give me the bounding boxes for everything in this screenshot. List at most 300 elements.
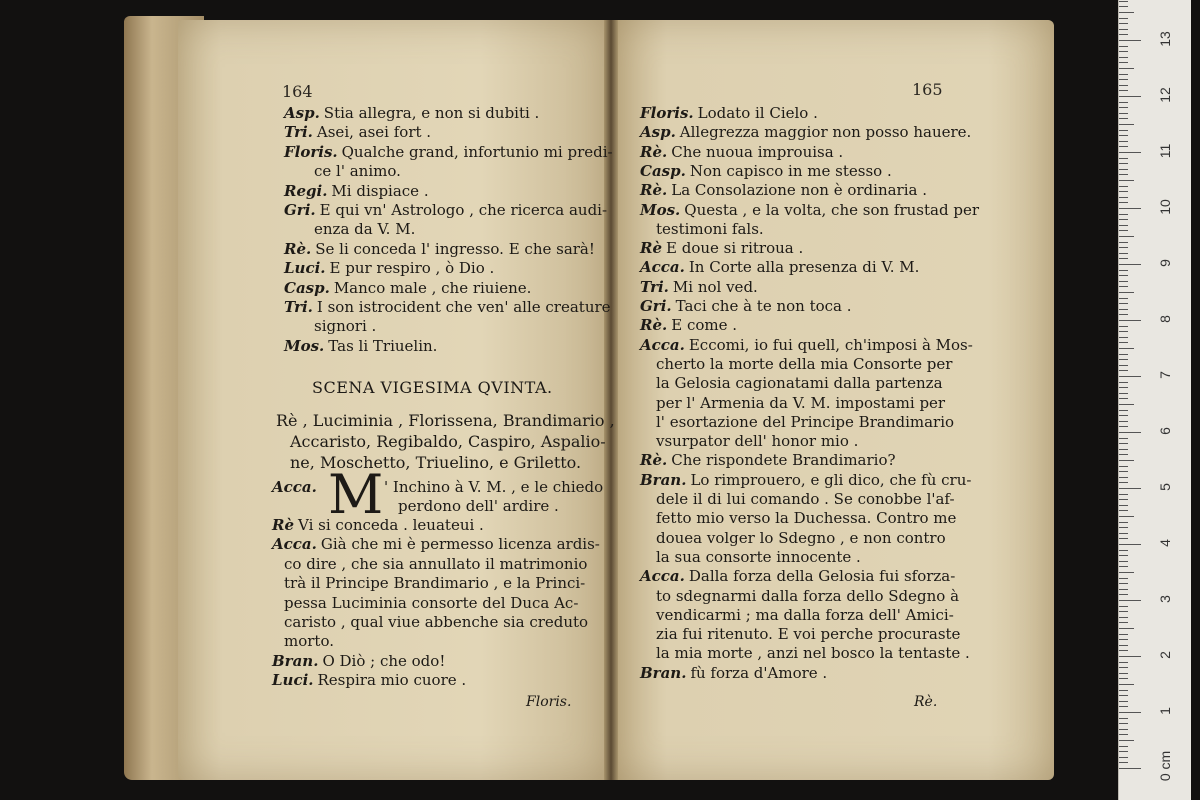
- ruler-tick: [1119, 639, 1128, 640]
- ruler-tick: [1119, 202, 1128, 203]
- line-text: co dire , che sia annullato il matrimonio: [284, 554, 588, 573]
- ruler-tick: [1119, 594, 1128, 595]
- ruler-tick: [1119, 158, 1128, 159]
- cast-line: Accaristo, Regibaldo, Caspiro, Aspalio-: [290, 432, 606, 451]
- ruler-tick: [1119, 348, 1134, 349]
- line-text: Vi si conceda . leuateui .: [298, 516, 484, 534]
- ruler-tick: [1119, 684, 1134, 685]
- line-text: ce l' animo.: [314, 162, 401, 181]
- speaker-label: Luci.: [272, 671, 314, 690]
- ruler-tick: [1119, 673, 1128, 674]
- ruler-tick: [1119, 387, 1128, 388]
- text-line: [640, 143, 843, 161]
- speaker-label: Tri.: [284, 298, 313, 316]
- ruler-tick: [1119, 197, 1128, 198]
- ruler-tick: [1119, 6, 1128, 7]
- ruler-number: 13: [1157, 31, 1173, 47]
- text-line: [284, 298, 611, 316]
- text-line: [656, 644, 970, 662]
- ruler-tick: [1119, 107, 1128, 108]
- text-line: [284, 594, 578, 612]
- ruler-tick: [1119, 678, 1128, 679]
- acca-speaker: Acca.: [272, 478, 317, 496]
- ruler-tick: [1119, 723, 1128, 724]
- ruler-tick: [1119, 118, 1128, 119]
- ruler-tick: [1119, 163, 1128, 164]
- speaker-label: Luci.: [284, 259, 326, 278]
- ruler-tick: [1119, 40, 1141, 41]
- text-line: [656, 490, 955, 508]
- ruler-tick: [1119, 505, 1128, 506]
- line-text: E doue si ritroua .: [666, 239, 804, 258]
- ruler-tick: [1119, 169, 1128, 170]
- ruler-tick: [1119, 628, 1134, 629]
- line-text: Lo rimprouero, e gli dico, che fù cru-: [690, 470, 972, 489]
- left-page-number: 164: [282, 82, 313, 101]
- line-text: douea volger lo Sdegno , e non contro: [656, 528, 946, 547]
- ruler-tick: [1119, 208, 1141, 209]
- speaker-label: Asp.: [640, 123, 676, 142]
- ruler-number: 11: [1157, 143, 1173, 159]
- text-line: [284, 279, 531, 297]
- ruler-number: 7: [1157, 371, 1173, 379]
- line-text: l' esortazione del Principe Brandimario: [656, 412, 955, 431]
- line-text: Respira mio cuore .: [317, 671, 467, 690]
- ruler-tick: [1119, 566, 1128, 567]
- ruler-tick: [1119, 46, 1128, 47]
- ruler-number: 1: [1157, 707, 1173, 715]
- line-text: Che nuoua improuisa .: [671, 142, 844, 161]
- text-line: [640, 181, 927, 199]
- ruler-tick: [1119, 499, 1128, 500]
- text-line: [284, 201, 607, 219]
- left-catchword: Floris.: [526, 694, 572, 710]
- ruler-tick: [1119, 51, 1128, 52]
- cast-line: Rè , Luciminia , Florissena, Brandimario ,: [276, 411, 615, 430]
- ruler-tick: [1119, 645, 1128, 646]
- ruler-tick: [1119, 488, 1141, 489]
- text-line: [284, 104, 539, 122]
- speaker-label: Tri.: [284, 123, 313, 142]
- ruler-tick: [1119, 29, 1128, 30]
- ruler-unit-label: 0 cm: [1157, 750, 1173, 782]
- ruler-tick: [1119, 281, 1128, 282]
- ruler-tick: [1119, 74, 1128, 75]
- speaker-label: Acca.: [640, 258, 685, 277]
- line-text: Che rispondete Brandimario?: [671, 451, 896, 470]
- speaker-label: Rè: [272, 516, 295, 534]
- ruler-tick: [1119, 23, 1128, 24]
- line-text: E qui vn' Astrologo , che ricerca audi-: [319, 201, 608, 219]
- speaker-label: Rè: [640, 239, 663, 258]
- line-text: La Consolazione non è ordinaria .: [671, 181, 927, 200]
- ruler-tick: [1119, 606, 1128, 607]
- ruler-tick: [1119, 370, 1128, 371]
- ruler-tick: [1119, 365, 1128, 366]
- line-text: Se li conceda l' ingresso. E che sarà!: [315, 239, 595, 258]
- ruler-tick: [1119, 482, 1128, 483]
- ruler-tick: [1119, 410, 1128, 411]
- ruler-tick: [1119, 96, 1141, 97]
- text-line: [640, 104, 818, 122]
- ruler-tick: [1119, 404, 1134, 405]
- line-text: fetto mio verso la Duchessa. Contro me: [656, 509, 957, 528]
- speaker-label: Acca.: [640, 335, 685, 354]
- ruler-tick: [1119, 589, 1128, 590]
- line-text: Già che mi è permesso licenza ardis-: [320, 535, 600, 554]
- ruler-tick: [1119, 578, 1128, 579]
- ruler-tick: [1119, 656, 1141, 657]
- text-line: [284, 555, 587, 573]
- ruler-tick: [1119, 258, 1128, 259]
- ruler-tick: [1119, 449, 1128, 450]
- ruler-number: 8: [1157, 315, 1173, 323]
- speaker-label: Gri.: [640, 297, 672, 315]
- ruler-tick: [1119, 454, 1128, 455]
- ruler-tick: [1119, 230, 1128, 231]
- text-line: [640, 201, 979, 219]
- text-line: [314, 317, 376, 335]
- text-line: [640, 123, 971, 141]
- ruler-tick: [1119, 146, 1128, 147]
- text-line: [656, 548, 861, 566]
- ruler-tick: [1119, 359, 1128, 360]
- ruler-number: 10: [1157, 199, 1173, 215]
- text-line: [284, 574, 585, 592]
- ruler-tick: [1119, 292, 1134, 293]
- ruler-number: 5: [1157, 483, 1173, 491]
- ruler-tick: [1119, 740, 1134, 741]
- ruler-tick: [1119, 701, 1128, 702]
- line-text: O Diò ; che odo!: [322, 651, 446, 670]
- text-line: [640, 278, 758, 296]
- line-text: Manco male , che riuiene.: [333, 278, 532, 297]
- text-line: [284, 240, 595, 258]
- speaker-label: Floris.: [284, 142, 338, 161]
- ruler-tick: [1119, 471, 1128, 472]
- ruler-tick: [1119, 622, 1128, 623]
- ruler-tick: [1119, 533, 1128, 534]
- ruler-tick: [1119, 102, 1128, 103]
- line-text: testimoni fals.: [656, 219, 764, 238]
- ruler-tick: [1119, 494, 1128, 495]
- right-catchword: Rè.: [914, 694, 938, 710]
- ruler-tick: [1119, 186, 1128, 187]
- ruler-tick: [1119, 191, 1128, 192]
- ruler-tick: [1119, 264, 1141, 265]
- ruler-number: 6: [1157, 427, 1173, 435]
- ruler-tick: [1119, 443, 1128, 444]
- ruler-tick: [1119, 141, 1128, 142]
- ruler-tick: [1119, 762, 1128, 763]
- text-line: [640, 297, 852, 315]
- speaker-label: Regi.: [284, 181, 328, 200]
- line-text: Non capisco in me stesso .: [689, 161, 892, 180]
- cast-line: ne, Moschetto, Triuelino, e Griletto.: [290, 453, 582, 472]
- ruler-tick: [1119, 746, 1128, 747]
- ruler-tick: [1119, 219, 1128, 220]
- ruler-tick: [1119, 12, 1134, 13]
- ruler-tick: [1119, 174, 1128, 175]
- line-text: cherto la morte della mia Consorte per: [656, 354, 953, 373]
- ruler-tick: [1119, 337, 1128, 338]
- ruler-tick: [1119, 286, 1128, 287]
- ruler-tick: [1119, 152, 1141, 153]
- ruler-tick: [1119, 236, 1134, 237]
- line-text: dele il di lui comando . Se conobbe l'af-: [656, 490, 955, 508]
- line-text: I son istrocident che ven' alle creature: [316, 298, 611, 316]
- ruler-tick: [1119, 600, 1141, 601]
- ruler-tick: [1119, 130, 1128, 131]
- line-text: fù forza d'Amore .: [690, 663, 828, 682]
- ruler-tick: [1119, 544, 1141, 545]
- ruler-number: 2: [1157, 651, 1173, 659]
- line-text: per l' Armenia da V. M. impostami per: [656, 393, 946, 412]
- ruler-tick: [1119, 398, 1128, 399]
- ruler-tick: [1119, 85, 1128, 86]
- ruler-tick: [1119, 342, 1128, 343]
- text-line: [656, 432, 858, 450]
- text-line: [284, 143, 613, 161]
- ruler-tick: [1119, 382, 1128, 383]
- ruler-tick: [1119, 572, 1134, 573]
- measuring-ruler: [1118, 0, 1191, 800]
- ruler-tick: [1119, 421, 1128, 422]
- text-line: [314, 162, 401, 180]
- ruler-tick: [1119, 415, 1128, 416]
- line-text: In Corte alla presenza di V. M.: [688, 258, 920, 277]
- ruler-tick: [1119, 180, 1134, 181]
- speaker-label: Acca.: [272, 535, 317, 554]
- text-line: [640, 336, 973, 354]
- ruler-tick: [1119, 650, 1128, 651]
- ruler-tick: [1119, 90, 1128, 91]
- text-line: [656, 355, 952, 373]
- acca-line: ' Inchino à V. M. , e le chiedo: [384, 478, 604, 496]
- text-line: [656, 413, 954, 431]
- ruler-tick: [1119, 729, 1128, 730]
- text-line: [656, 606, 954, 624]
- speaker-label: Bran.: [640, 663, 687, 682]
- line-text: la Gelosia cagionatami dalla partenza: [656, 374, 943, 393]
- text-line: [640, 451, 896, 469]
- ruler-tick: [1119, 690, 1128, 691]
- speaker-label: Asp.: [284, 104, 320, 122]
- ruler-tick: [1119, 393, 1128, 394]
- ruler-tick: [1119, 662, 1128, 663]
- acca-line: perdono dell' ardire .: [398, 497, 559, 515]
- speaker-label: Casp.: [284, 278, 330, 297]
- speaker-label: Tri.: [640, 277, 669, 296]
- speaker-label: Rè.: [640, 316, 668, 335]
- text-line: [656, 394, 945, 412]
- line-text: la mia morte , anzi nel bosco la tentaste .: [656, 644, 970, 663]
- ruler-tick: [1119, 550, 1128, 551]
- line-text: Mi dispiace .: [331, 181, 429, 200]
- line-text: zia fui ritenuto. E voi perche procuraste: [656, 625, 961, 644]
- line-text: Stia allegra, e non si dubiti .: [323, 104, 540, 122]
- ruler-number: 4: [1157, 539, 1173, 547]
- text-line: [640, 567, 955, 585]
- text-line: [272, 671, 466, 689]
- ruler-tick: [1119, 460, 1134, 461]
- ruler-tick: [1119, 331, 1128, 332]
- ruler-tick: [1119, 247, 1128, 248]
- ruler-tick: [1119, 309, 1128, 310]
- text-line: [272, 535, 600, 553]
- line-text: pessa Luciminia consorte del Duca Ac-: [284, 593, 579, 612]
- ruler-tick: [1119, 79, 1128, 80]
- ruler-tick: [1119, 57, 1128, 58]
- speaker-label: Gri.: [284, 201, 316, 219]
- text-line: [284, 337, 437, 355]
- ruler-tick: [1119, 376, 1141, 377]
- speaker-label: Acca.: [640, 567, 685, 586]
- ruler-tick: [1119, 522, 1128, 523]
- book-gutter: [604, 20, 618, 780]
- line-text: vsurpator dell' honor mio .: [656, 432, 859, 451]
- text-line: [640, 471, 971, 489]
- ruler-tick: [1119, 275, 1128, 276]
- text-line: [284, 182, 429, 200]
- text-line: [640, 664, 827, 682]
- ruler-tick: [1119, 1, 1128, 2]
- ruler-number: 3: [1157, 595, 1173, 603]
- text-line: [656, 220, 764, 238]
- ruler-tick: [1119, 466, 1128, 467]
- scene-title: SCENA VIGESIMA QVINTA.: [312, 378, 553, 397]
- ruler-tick: [1119, 583, 1128, 584]
- text-line: [272, 652, 445, 670]
- line-text: Allegrezza maggior non posso hauere.: [679, 123, 972, 142]
- text-line: [640, 258, 919, 276]
- text-line: [656, 374, 943, 392]
- ruler-tick: [1119, 477, 1128, 478]
- ruler-tick: [1119, 768, 1141, 769]
- speaker-label: Mos.: [284, 336, 325, 355]
- line-text: Tas li Triuelin.: [328, 336, 438, 355]
- ruler-tick: [1119, 617, 1128, 618]
- text-line: [272, 516, 484, 534]
- line-text: signori .: [314, 317, 377, 336]
- ruler-tick: [1119, 214, 1128, 215]
- ruler-tick: [1119, 314, 1128, 315]
- ruler-tick: [1119, 712, 1141, 713]
- ruler-tick: [1119, 124, 1134, 125]
- line-text: Mi nol ved.: [672, 277, 758, 296]
- ruler-tick: [1119, 320, 1141, 321]
- ruler-tick: [1119, 426, 1128, 427]
- ruler-tick: [1119, 695, 1128, 696]
- text-line: [314, 220, 415, 238]
- ruler-tick: [1119, 438, 1128, 439]
- ruler-tick: [1119, 516, 1134, 517]
- text-line: [640, 239, 803, 257]
- line-text: caristo , qual viue abbenche sia creduto: [284, 613, 589, 631]
- text-line: [656, 625, 960, 643]
- ruler-tick: [1119, 225, 1128, 226]
- ruler-tick: [1119, 135, 1128, 136]
- ruler-tick: [1119, 18, 1128, 19]
- speaker-label: Bran.: [640, 470, 687, 489]
- line-text: Questa , e la volta, che son frustad per: [684, 200, 979, 219]
- line-text: Lodato il Cielo .: [697, 104, 818, 122]
- line-text: vendicarmi ; ma dalla forza dell' Amici-: [656, 605, 954, 624]
- ruler-tick: [1119, 667, 1128, 668]
- ruler-tick: [1119, 298, 1128, 299]
- ruler-tick: [1119, 757, 1128, 758]
- ruler-tick: [1119, 303, 1128, 304]
- line-text: morto.: [284, 632, 334, 651]
- ruler-tick: [1119, 751, 1128, 752]
- ruler-tick: [1119, 354, 1128, 355]
- line-text: E come .: [671, 316, 738, 335]
- line-text: Dalla forza della Gelosia fui sforza-: [688, 567, 956, 586]
- speaker-label: Mos.: [640, 200, 681, 219]
- line-text: la sua consorte innocente .: [656, 547, 861, 566]
- line-text: trà il Principe Brandimario , e la Princi-: [284, 574, 586, 593]
- speaker-label: Rè.: [284, 239, 312, 258]
- ruler-tick: [1119, 527, 1128, 528]
- speaker-label: Rè.: [640, 142, 668, 161]
- ruler-tick: [1119, 510, 1128, 511]
- line-text: Eccomi, io fui quell, ch'imposi à Mos-: [688, 335, 973, 354]
- ruler-tick: [1119, 34, 1128, 35]
- text-line: [284, 632, 334, 650]
- ruler-tick: [1119, 68, 1134, 69]
- ruler-tick: [1119, 718, 1128, 719]
- speaker-label: Casp.: [640, 161, 686, 180]
- ruler-tick: [1119, 62, 1128, 63]
- ruler-tick: [1119, 634, 1128, 635]
- line-text: Taci che à te non toca .: [675, 297, 852, 315]
- ruler-tick: [1119, 555, 1128, 556]
- line-text: to sdegnarmi dalla forza dello Sdegno à: [656, 586, 960, 605]
- ruler-tick: [1119, 326, 1128, 327]
- ruler-tick: [1119, 253, 1128, 254]
- line-text: enza da V. M.: [314, 220, 416, 239]
- text-line: [656, 529, 946, 547]
- ruler-tick: [1119, 242, 1128, 243]
- dropcap-letter: M: [328, 463, 384, 526]
- speaker-label: Floris.: [640, 104, 694, 122]
- ruler-tick: [1119, 538, 1128, 539]
- speaker-label: Bran.: [272, 651, 319, 670]
- text-line: [640, 162, 892, 180]
- ruler-tick: [1119, 561, 1128, 562]
- text-line: [284, 613, 588, 631]
- ruler-tick: [1119, 706, 1128, 707]
- speaker-label: Rè.: [640, 451, 668, 470]
- ruler-tick: [1119, 113, 1128, 114]
- speaker-label: Rè.: [640, 181, 668, 200]
- ruler-number: 9: [1157, 259, 1173, 267]
- text-line: [640, 316, 737, 334]
- line-text: E pur respiro , ò Dio .: [329, 259, 495, 278]
- ruler-tick: [1119, 734, 1128, 735]
- text-line: [284, 259, 494, 277]
- ruler-number: 12: [1157, 87, 1173, 103]
- line-text: Asei, asei fort .: [316, 123, 432, 142]
- text-line: [656, 509, 956, 527]
- text-line: [284, 123, 431, 141]
- line-text: Qualche grand, infortunio mi predi-: [341, 142, 613, 161]
- ruler-tick: [1119, 270, 1128, 271]
- ruler-tick: [1119, 432, 1141, 433]
- ruler-tick: [1119, 611, 1128, 612]
- right-page-number: 165: [912, 80, 943, 99]
- text-line: [656, 587, 959, 605]
